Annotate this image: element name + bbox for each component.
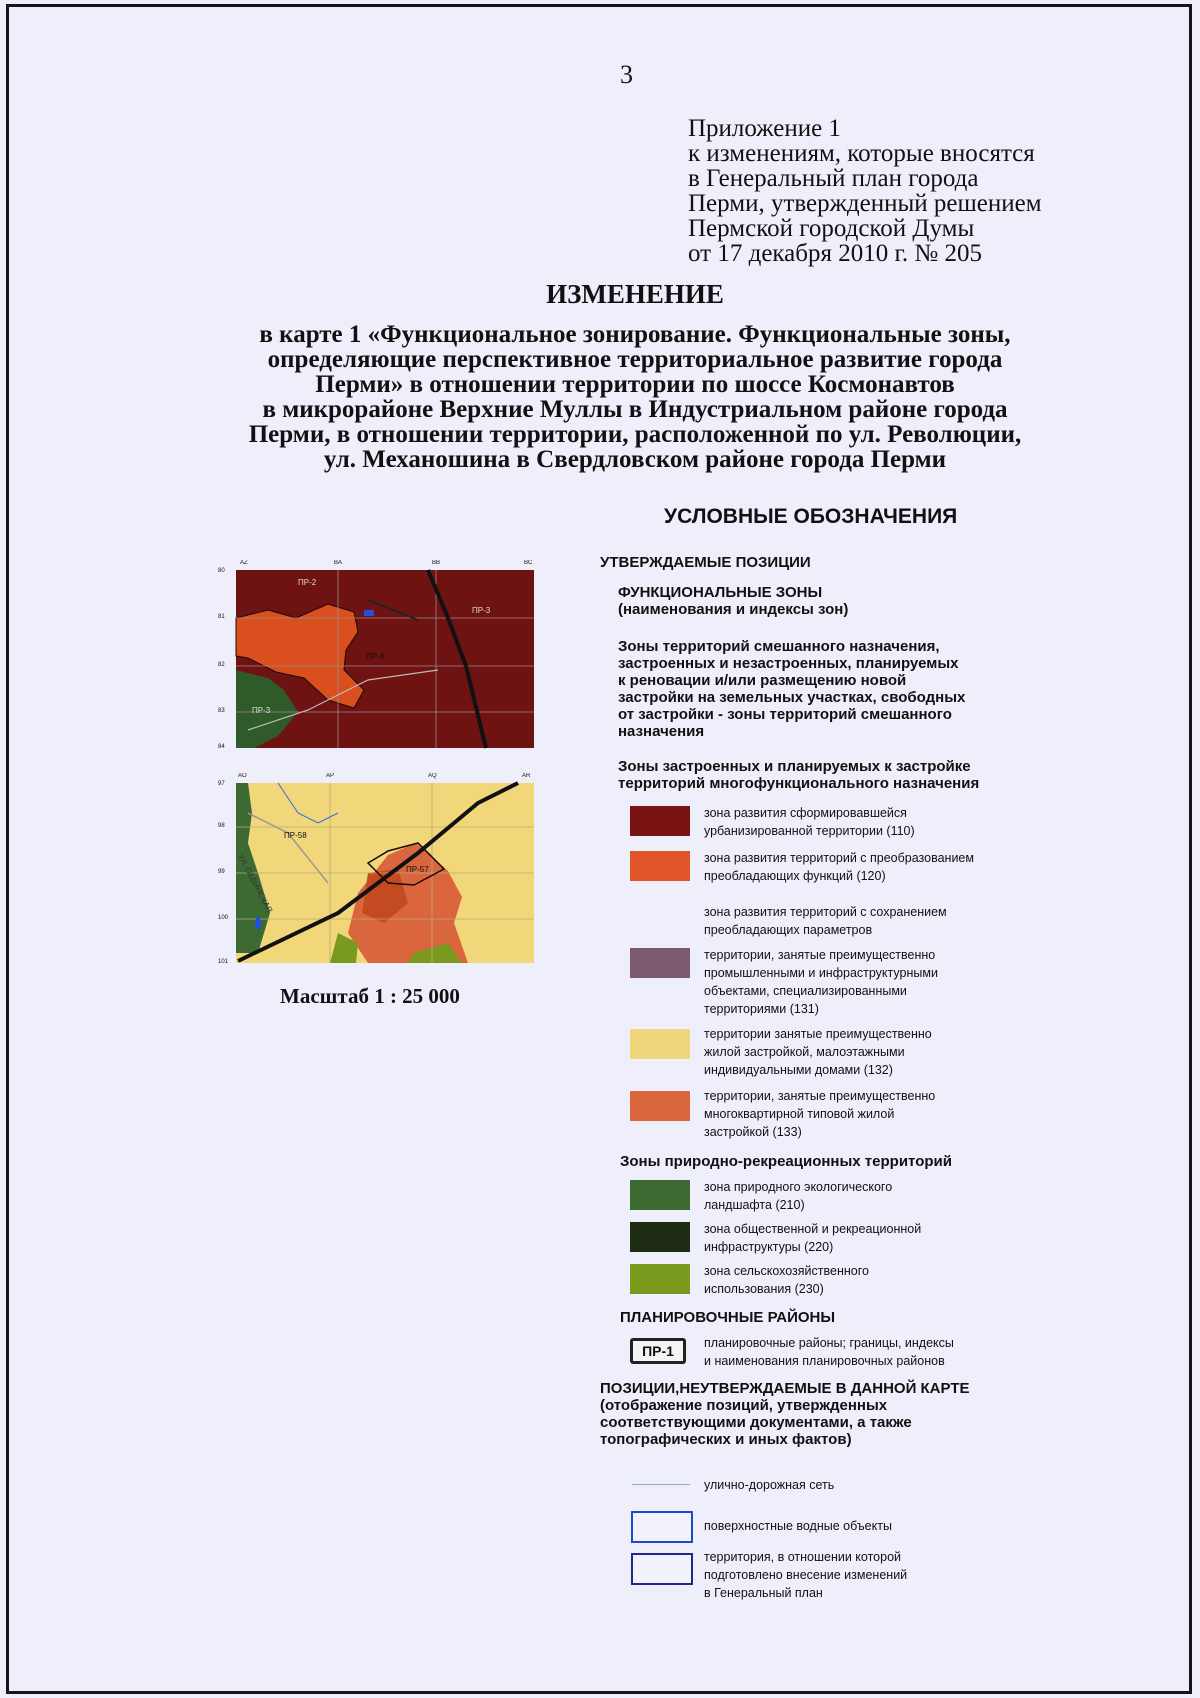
legend-line: ПОЗИЦИИ,НЕУТВЕРЖДАЕМЫЕ В ДАННОЙ КАРТЕ	[600, 1380, 970, 1397]
legend-line: индивидуальными домами (132)	[704, 1063, 893, 1077]
pr-badge	[630, 1338, 686, 1364]
swatch-132	[630, 1029, 690, 1059]
legend-line: территорий многофункционального назначения	[618, 775, 980, 792]
legend-line: инфраструктуры (220)	[704, 1240, 834, 1254]
legend-line: промышленными и инфраструктурными	[704, 966, 938, 980]
document-heading: ИЗМЕНЕНИЕ	[546, 279, 724, 309]
map-1-top-label: BA	[334, 560, 343, 566]
legend-130-text	[704, 903, 947, 939]
legend-line: застроенных и незастроенных, планируемых	[618, 655, 959, 672]
legend-132-text	[704, 1025, 932, 1079]
legend-line: зона общественной и рекреационной	[704, 1222, 922, 1236]
legend-220-text	[704, 1220, 921, 1256]
territory-symbol	[631, 1553, 693, 1585]
swatch-210	[630, 1180, 690, 1210]
legend-line: застройки на земельных участках, свободных	[618, 689, 966, 706]
legend-line: зона природного экологического	[704, 1180, 893, 1194]
legend-210-text	[704, 1178, 892, 1214]
subheading-line: в микрорайоне Верхние Муллы в Индустриальном районе города	[262, 396, 1008, 423]
swatch-131	[630, 948, 690, 978]
legend-planning-heading: ПЛАНИРОВОЧНЫЕ РАЙОНЫ	[620, 1309, 836, 1326]
legend-line: преобладающих функций (120)	[704, 869, 886, 883]
map-1-zone-label: ПР-4	[366, 652, 385, 661]
map-1-left-label: 84	[218, 744, 225, 750]
legend-line: и наименования планировочных районов	[704, 1354, 945, 1368]
appendix-line: от 17 декабря 2010 г. № 205	[688, 240, 983, 267]
legend-line: топографических и иных фактов)	[600, 1431, 852, 1448]
legend-131-text	[704, 946, 938, 1018]
map-1-zone-label: ПР-2	[298, 578, 317, 587]
legend-line: (наименования и индексы зон)	[618, 601, 849, 618]
subheading-line: ул. Механошина в Свердловском районе города Перми	[323, 446, 947, 473]
map-2-zone-label: ПР-58	[284, 831, 307, 840]
legend-water-text: поверхностные водные объекты	[704, 1519, 892, 1533]
legend-multifunc-zones	[618, 758, 979, 792]
map-1-top-label: AZ	[240, 560, 248, 566]
map-2-drawing	[218, 773, 538, 967]
appendix-line: Пермской городской Думы	[688, 215, 975, 242]
legend-line: территории, занятые преимущественно	[704, 1089, 936, 1103]
legend-line: территории, занятые преимущественно	[704, 948, 936, 962]
legend-line: ландшафта (210)	[704, 1198, 805, 1212]
legend-territory-text	[704, 1548, 907, 1602]
subheading-line: определяющие перспективное территориальное развитие города	[267, 346, 1003, 373]
legend-line: территория, в отношении которой	[704, 1550, 902, 1564]
map-fragment-2	[218, 773, 538, 967]
document-subheading	[170, 322, 1100, 472]
legend-line: территории занятые преимущественно	[704, 1027, 932, 1041]
map-2-zone-label: ПР-57	[406, 865, 429, 874]
legend-roads-text: улично-дорожная сеть	[704, 1478, 835, 1492]
map-2-left-label: 98	[218, 823, 225, 829]
legend-line: планировочные районы; границы, индексы	[704, 1336, 954, 1350]
appendix-line: Перми, утвержденный решением	[688, 190, 1042, 217]
map-2-top-label: AR	[522, 773, 531, 779]
legend-line: объектами, специализированными	[704, 984, 907, 998]
legend-line: соответствующими документами, а также	[600, 1414, 912, 1431]
map-2-left-label: 97	[218, 781, 225, 787]
map-scale: Масштаб 1 : 25 000	[280, 984, 460, 1008]
map-2-top-label: AP	[326, 773, 335, 779]
legend-line: ФУНКЦИОНАЛЬНЫЕ ЗОНЫ	[618, 584, 823, 601]
legend-line: назначения	[618, 723, 705, 740]
legend-133-text	[704, 1087, 935, 1141]
map-2-left-label: 99	[218, 869, 225, 875]
appendix-line: к изменениям, которые вносятся	[688, 140, 1035, 167]
legend-line: подготовлено внесение изменений	[704, 1568, 908, 1582]
legend-line: многоквартирной типовой жилой	[704, 1107, 895, 1121]
map-1-left-label: 80	[218, 568, 225, 574]
pr-badge-label: ПР-1	[642, 1343, 674, 1359]
legend-not-approved	[600, 1380, 970, 1448]
legend-func-zones	[618, 584, 848, 618]
subheading-line: Перми, в отношении территории, расположенной по ул. Революции,	[248, 421, 1022, 448]
map-2-left-label: 101	[218, 959, 229, 965]
water-symbol	[631, 1511, 693, 1543]
legend-line: зона развития сформировавшейся	[704, 806, 907, 820]
map-fragment-1	[218, 560, 538, 752]
map-2-street-label: УЛ. ОБВИНСКАЯ	[236, 853, 275, 915]
legend-line: преобладающих параметров	[704, 923, 873, 937]
subheading-line: в карте 1 «Функциональное зонирование. Функциональные зоны,	[259, 321, 1011, 348]
map-1-zone-label: ПР-3	[472, 606, 491, 615]
swatch-120	[630, 851, 690, 881]
appendix-line: Приложение 1	[688, 115, 841, 142]
legend-line: Зоны застроенных и планируемых к застройке	[618, 758, 971, 775]
map-2-left-label: 100	[218, 915, 229, 921]
appendix-line: в Генеральный план города	[688, 165, 979, 192]
legend-natural-heading: Зоны природно-рекреационных территорий	[620, 1153, 952, 1170]
legend-approved-heading: УТВЕРЖДАЕМЫЕ ПОЗИЦИИ	[600, 554, 811, 571]
swatch-110	[630, 806, 690, 836]
map-1-left-label: 82	[218, 662, 225, 668]
map-1-top-label: BB	[432, 560, 441, 566]
road-line-symbol	[632, 1484, 690, 1485]
legend-110-text	[704, 804, 915, 840]
legend-title: УСЛОВНЫЕ ОБОЗНАЧЕНИЯ	[664, 505, 958, 528]
legend-line: к реновации и/или размещению новой	[618, 672, 907, 689]
map-2-top-label: AO	[238, 773, 247, 779]
legend-120-text	[704, 849, 974, 885]
legend-line: в Генеральный план	[704, 1586, 823, 1600]
legend-line: Зоны территорий смешанного назначения,	[618, 638, 940, 655]
legend-line: использования (230)	[704, 1282, 824, 1296]
swatch-220	[630, 1222, 690, 1252]
swatch-230	[630, 1264, 690, 1294]
map-2-top-label: AQ	[428, 773, 437, 779]
map-1-zone-label: ПР-3	[252, 706, 271, 715]
page-number: 3	[620, 60, 633, 89]
swatch-133	[630, 1091, 690, 1121]
legend-line: застройкой (133)	[704, 1125, 802, 1139]
legend-mixed-zones	[618, 638, 965, 740]
appendix-note	[688, 116, 1042, 266]
legend-line: зона развития территорий с преобразованием	[704, 851, 974, 865]
legend-line: зона развития территорий с сохранением	[704, 905, 947, 919]
map-1-left-label: 83	[218, 708, 225, 714]
legend-line: жилой застройкой, малоэтажными	[704, 1045, 905, 1059]
legend-line: территориями (131)	[704, 1002, 819, 1016]
legend-line: зона сельскохозяйственного	[704, 1264, 869, 1278]
legend-line: от застройки - зоны территорий смешанного	[618, 706, 952, 723]
legend-pr-text	[704, 1334, 954, 1370]
subheading-line: Перми» в отношении территории по шоссе Космонавтов	[315, 371, 955, 398]
map-1-left-label: 81	[218, 614, 225, 620]
legend-line: урбанизированной территории (110)	[704, 824, 915, 838]
legend-line: (отображение позиций, утвержденных	[600, 1397, 888, 1414]
legend-230-text	[704, 1262, 869, 1298]
map-1-top-label: BC	[524, 560, 533, 566]
